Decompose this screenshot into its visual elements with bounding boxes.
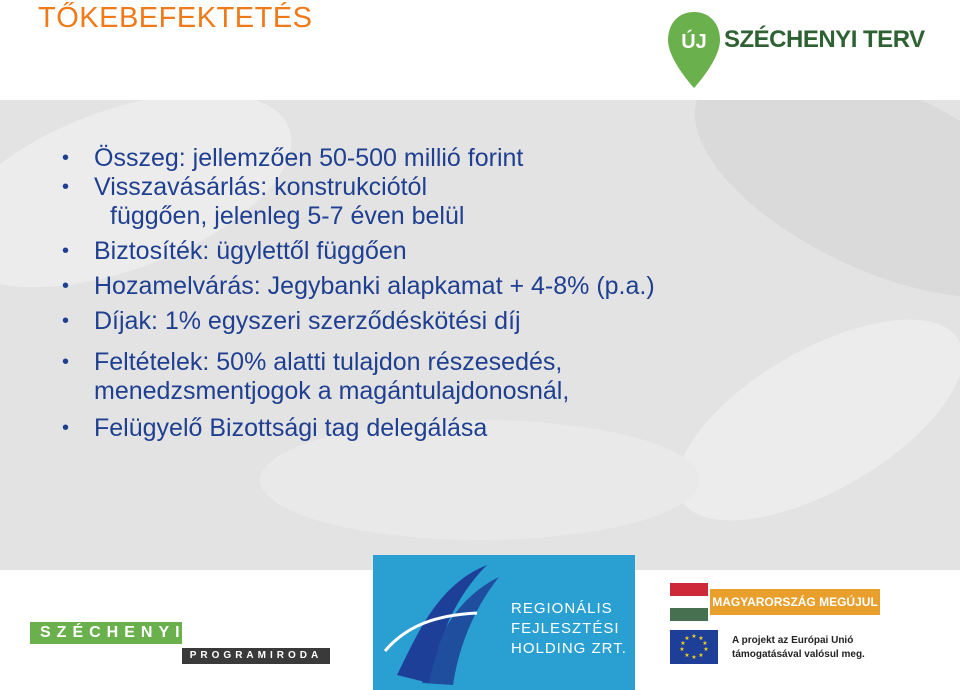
svg-text:★: ★ [684,635,690,642]
svg-text:★: ★ [691,654,697,661]
szechenyi-terv-text: SZÉCHENYI TERV [724,26,925,53]
rfh-name: REGIONÁLIS FEJLESZTÉSI HOLDING ZRT. [511,600,627,657]
rfh-wave-icon [377,555,507,690]
bullet-item: • Feltételek: 50% alatti tulajdon részesedés, menedzsmentjogok a magántulajdonosnál, [62,348,570,405]
rfh-logo [373,555,635,690]
magyarorszag-banner: MAGYARORSZÁG MEGÚJUL [710,589,880,615]
bullet-item: • Díjak: 1% egyszeri szerződéskötési díj [62,307,521,335]
svg-text:★: ★ [702,640,708,647]
bullet-item: • Felügyelő Bizottsági tag delegálása [62,414,488,442]
uj-badge-text: ÚJ [681,31,707,53]
svg-text:★: ★ [679,646,685,653]
hungarian-flag-icon [670,583,708,621]
bullet-list [58,144,938,443]
svg-text:★: ★ [684,652,690,659]
svg-text:★: ★ [698,652,704,659]
szechenyi-programiroda-logo [30,622,330,664]
szechenyi-logo-top: SZÉCHENYI [30,622,182,644]
page-title: TŐKEBEFEKTETÉS [38,2,313,34]
bullet-item: • Hozamelvárás: Jegybanki alapkamat + 4-8% (p.a.) [62,272,655,300]
eu-support-note: A projekt az Európai Unió támogatásával valósul meg. [732,635,865,660]
svg-text:★: ★ [680,640,686,647]
svg-text:★: ★ [703,646,709,653]
uj-szechenyi-terv-logo [666,4,936,94]
svg-text:★: ★ [691,633,697,640]
svg-text:★: ★ [698,635,704,642]
ui-szechenyi-pin-icon [666,8,722,92]
eu-flag-icon [670,630,718,664]
szechenyi-logo-bottom: PROGRAMIRODA [182,648,330,664]
bullet-item: • Összeg: jellemzően 50-500 millió forint [62,144,524,172]
bullet-item: • Biztosíték: ügylettől függően [62,237,407,265]
bullet-item: • Visszavásárlás: konstrukciótól függően, jelenleg 5-7 éven belül [62,173,465,230]
